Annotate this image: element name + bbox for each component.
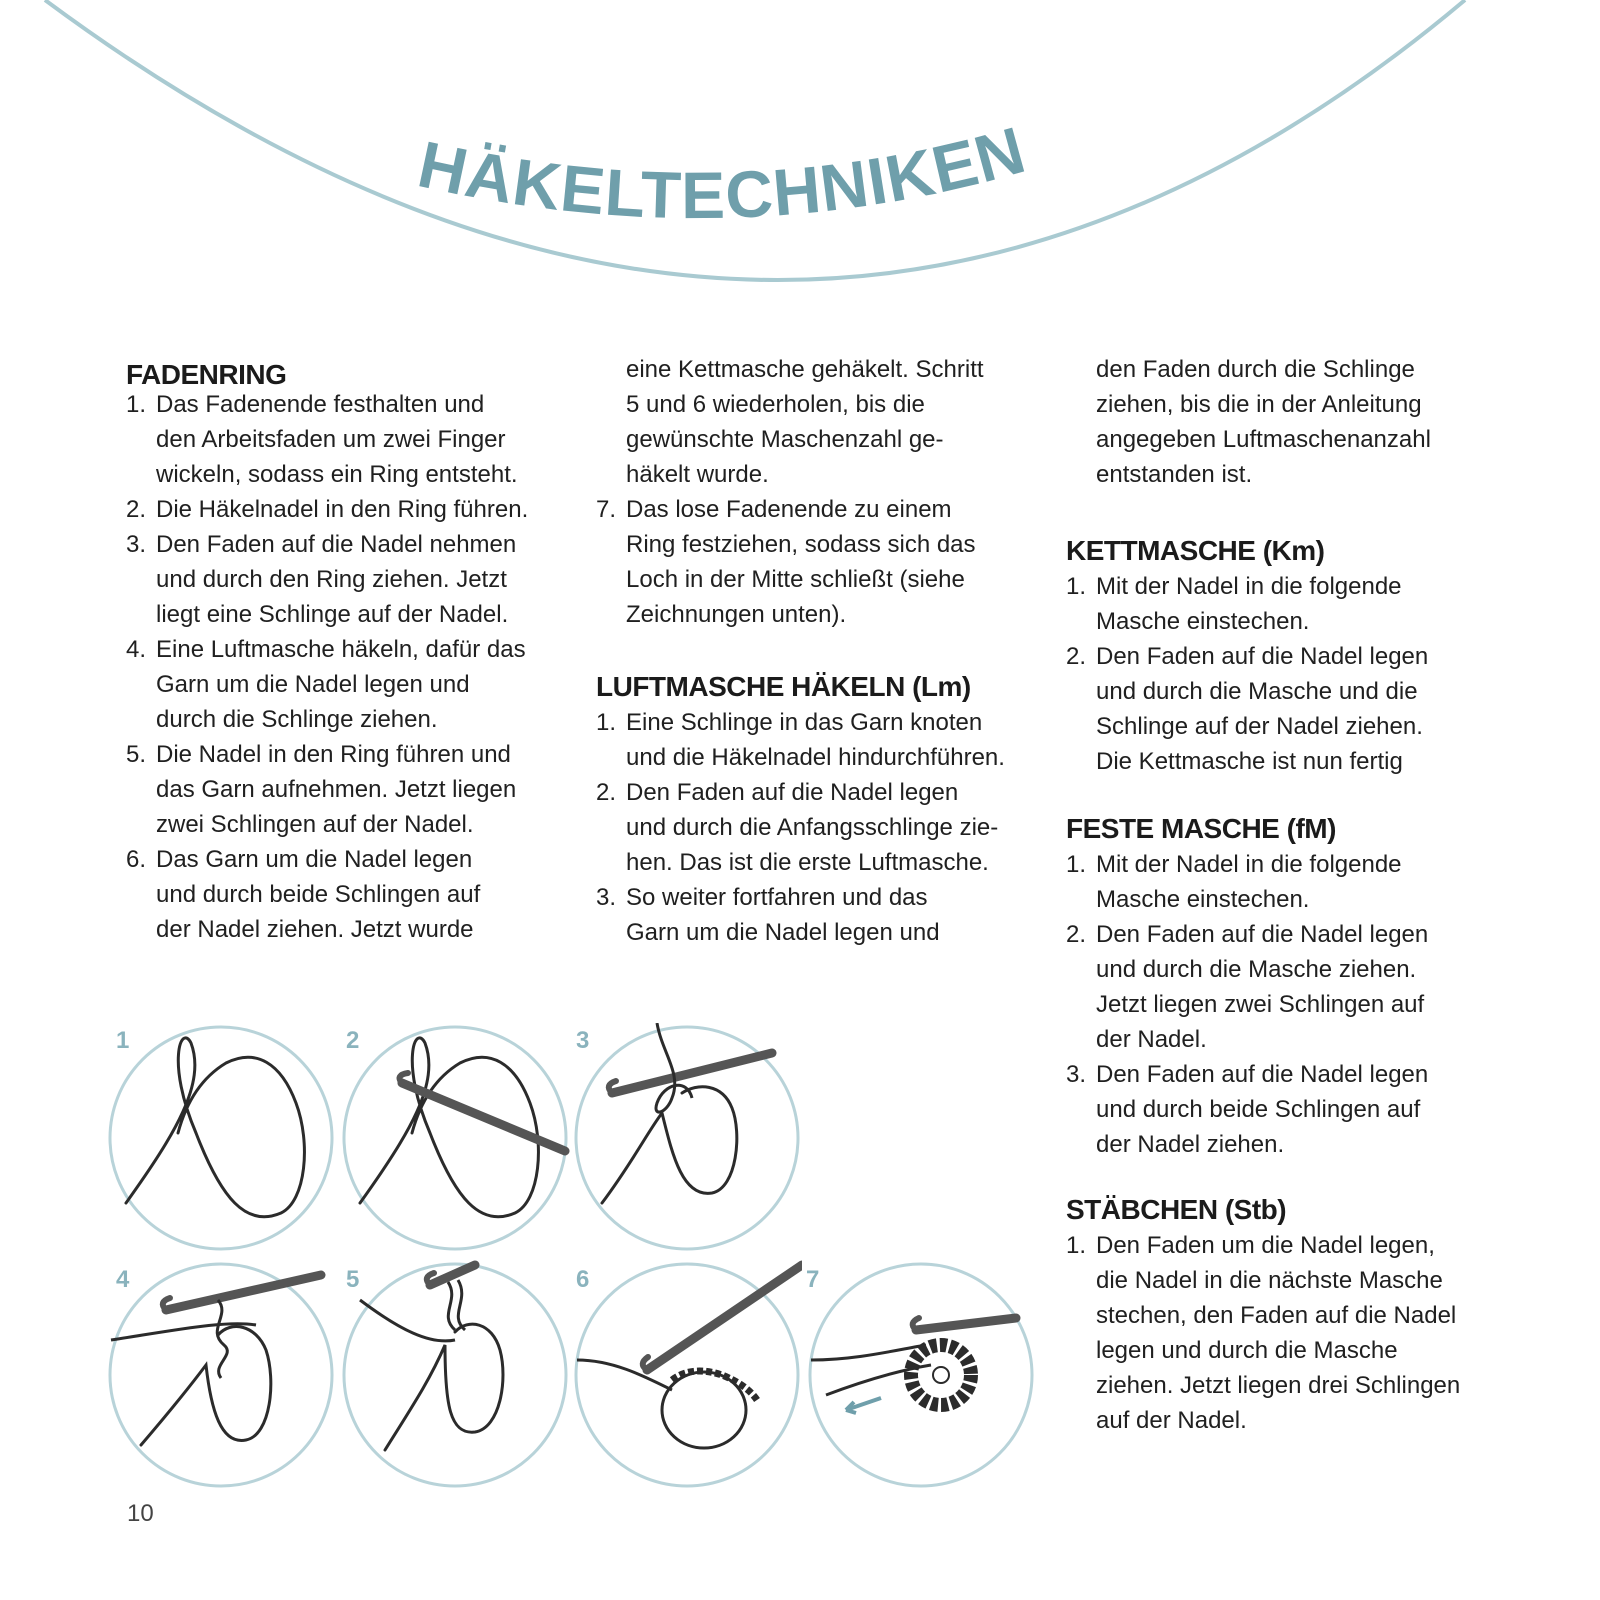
- fadenring-step-7: [596, 492, 1016, 632]
- svg-text:HÄKELTECHNIKEN: [412, 112, 1033, 232]
- step-text: Eine Schlinge in das Garn knoten und die Häkelnadel hindurchführen.: [626, 709, 1005, 771]
- step-text: Mit der Nadel in die folgende Masche einstechen.: [1096, 851, 1402, 913]
- step-number: 3.: [1066, 1061, 1087, 1088]
- feste-masche-step-1: [1066, 847, 1536, 917]
- step-number: 6.: [126, 846, 147, 873]
- staebchen-heading: STÄBCHEN (Stb): [1066, 1194, 1287, 1225]
- yarn-loop-icon: [106, 1023, 336, 1253]
- step-number: 2.: [596, 779, 617, 806]
- page-title: [0, 0, 1600, 320]
- step-number: 1.: [1066, 851, 1087, 878]
- step-text: Den Faden auf die Nadel legen und durch die Masche ziehen. Jetzt liegen zwei Schlingen auf der Nadel.: [1096, 921, 1429, 1053]
- fadenring-step-6-continued: eine Kettmasche gehäkelt. Schritt 5 und 6 wiederholen, bis die gewünschte Maschenzahl ge- häkelt wurde.: [626, 356, 984, 488]
- page-title-text: HÄKELTECHNIKEN: [412, 112, 1034, 233]
- diagram-2-number: 2: [346, 1027, 360, 1054]
- fadenring-step-4: [126, 632, 556, 737]
- diagram-1-number: 1: [116, 1027, 130, 1054]
- step-text: Den Faden um die Nadel legen, die Nadel in die nächste Masche stechen, den Faden auf die Nadel legen und durch die Masche ziehen. Jetzt liegen drei Schlingen auf der Nadel.: [1096, 1232, 1461, 1434]
- slip-stitch-round-icon: [572, 1260, 802, 1490]
- step-text: Den Faden auf die Nadel nehmen und durch den Ring ziehen. Jetzt liegt eine Schlinge auf der Nadel.: [156, 531, 517, 628]
- two-loops-icon: [340, 1260, 570, 1490]
- luftmasche-step-2: [596, 775, 1026, 880]
- fadenring-step-3: [126, 527, 556, 632]
- fadenring-step-6: [126, 842, 556, 947]
- closed-ring-icon: [806, 1260, 1036, 1490]
- chain-stitch-icon: [106, 1260, 336, 1490]
- step-number: 4.: [126, 636, 147, 663]
- hook-through-loop-icon: [340, 1023, 570, 1253]
- diagram-5-number: 5: [346, 1266, 360, 1293]
- step-number: 2.: [1066, 643, 1087, 670]
- luftmasche-step-3-continued: den Faden durch die Schlinge ziehen, bis die in der Anleitung angegeben Luftmaschenanzahl entstanden ist.: [1096, 356, 1431, 488]
- step-number: 1.: [1066, 1232, 1087, 1259]
- step-text: Eine Luftmasche häkeln, dafür das Garn um die Nadel legen und durch die Schlinge ziehen.: [156, 636, 526, 733]
- step-text: Den Faden auf die Nadel legen und durch die Anfangsschlinge zie- hen. Das ist die erste Luftmasche.: [626, 779, 999, 876]
- step-number: 1.: [126, 391, 147, 418]
- step-text: Die Häkelnadel in den Ring führen.: [156, 496, 529, 523]
- step-text: So weiter fortfahren und das Garn um die Nadel legen und: [626, 884, 940, 946]
- kettmasche-step-2: [1066, 639, 1536, 779]
- step-number: 7.: [596, 496, 617, 523]
- fadenring-step-5: [126, 737, 556, 842]
- staebchen-step-1: [1066, 1228, 1536, 1438]
- pull-through-icon: [572, 1023, 802, 1253]
- step-number: 3.: [126, 531, 147, 558]
- step-number: 1.: [596, 709, 617, 736]
- step-text: Mit der Nadel in die folgende Masche einstechen.: [1096, 573, 1402, 635]
- step-text: Die Nadel in den Ring führen und das Garn aufnehmen. Jetzt liegen zwei Schlingen auf der Nadel.: [156, 741, 517, 838]
- luftmasche-step-3: [596, 880, 1026, 950]
- step-text: Das Garn um die Nadel legen und durch beide Schlingen auf der Nadel ziehen. Jetzt wurde: [156, 846, 481, 943]
- luftmasche-heading: LUFTMASCHE HÄKELN (Lm): [596, 671, 971, 702]
- kettmasche-step-1: [1066, 569, 1536, 639]
- step-number: 5.: [126, 741, 147, 768]
- step-text: Das lose Fadenende zu einem Ring festziehen, sodass sich das Loch in der Mitte schließt (siehe Zeichnungen unten).: [626, 496, 976, 628]
- step-text: Den Faden auf die Nadel legen und durch die Masche und die Schlinge auf der Nadel ziehen. Die Kettmasche ist nun fertig: [1096, 643, 1429, 775]
- page-number: 10: [127, 1500, 154, 1527]
- diagram-6-number: 6: [576, 1266, 590, 1293]
- step-text: Das Fadenende festhalten und den Arbeitsfaden um zwei Finger wickeln, sodass ein Ring entsteht.: [156, 391, 518, 488]
- diagram-4-number: 4: [116, 1266, 130, 1293]
- fadenring-heading: FADENRING: [126, 359, 287, 390]
- step-number: 3.: [596, 884, 617, 911]
- step-number: 2.: [1066, 921, 1087, 948]
- feste-masche-step-3: [1066, 1057, 1536, 1162]
- diagram-7-number: 7: [806, 1266, 820, 1293]
- step-number: 2.: [126, 496, 147, 523]
- feste-masche-step-2: [1066, 917, 1536, 1057]
- fadenring-step-2: [126, 492, 556, 527]
- kettmasche-heading: KETTMASCHE (Km): [1066, 535, 1325, 566]
- fadenring-step-1: [126, 387, 556, 492]
- step-number: 1.: [1066, 573, 1087, 600]
- step-text: Den Faden auf die Nadel legen und durch beide Schlingen auf der Nadel ziehen.: [1096, 1061, 1429, 1158]
- feste-masche-heading: FESTE MASCHE (fM): [1066, 813, 1336, 844]
- diagram-3-number: 3: [576, 1027, 590, 1054]
- luftmasche-step-1: [596, 705, 1026, 775]
